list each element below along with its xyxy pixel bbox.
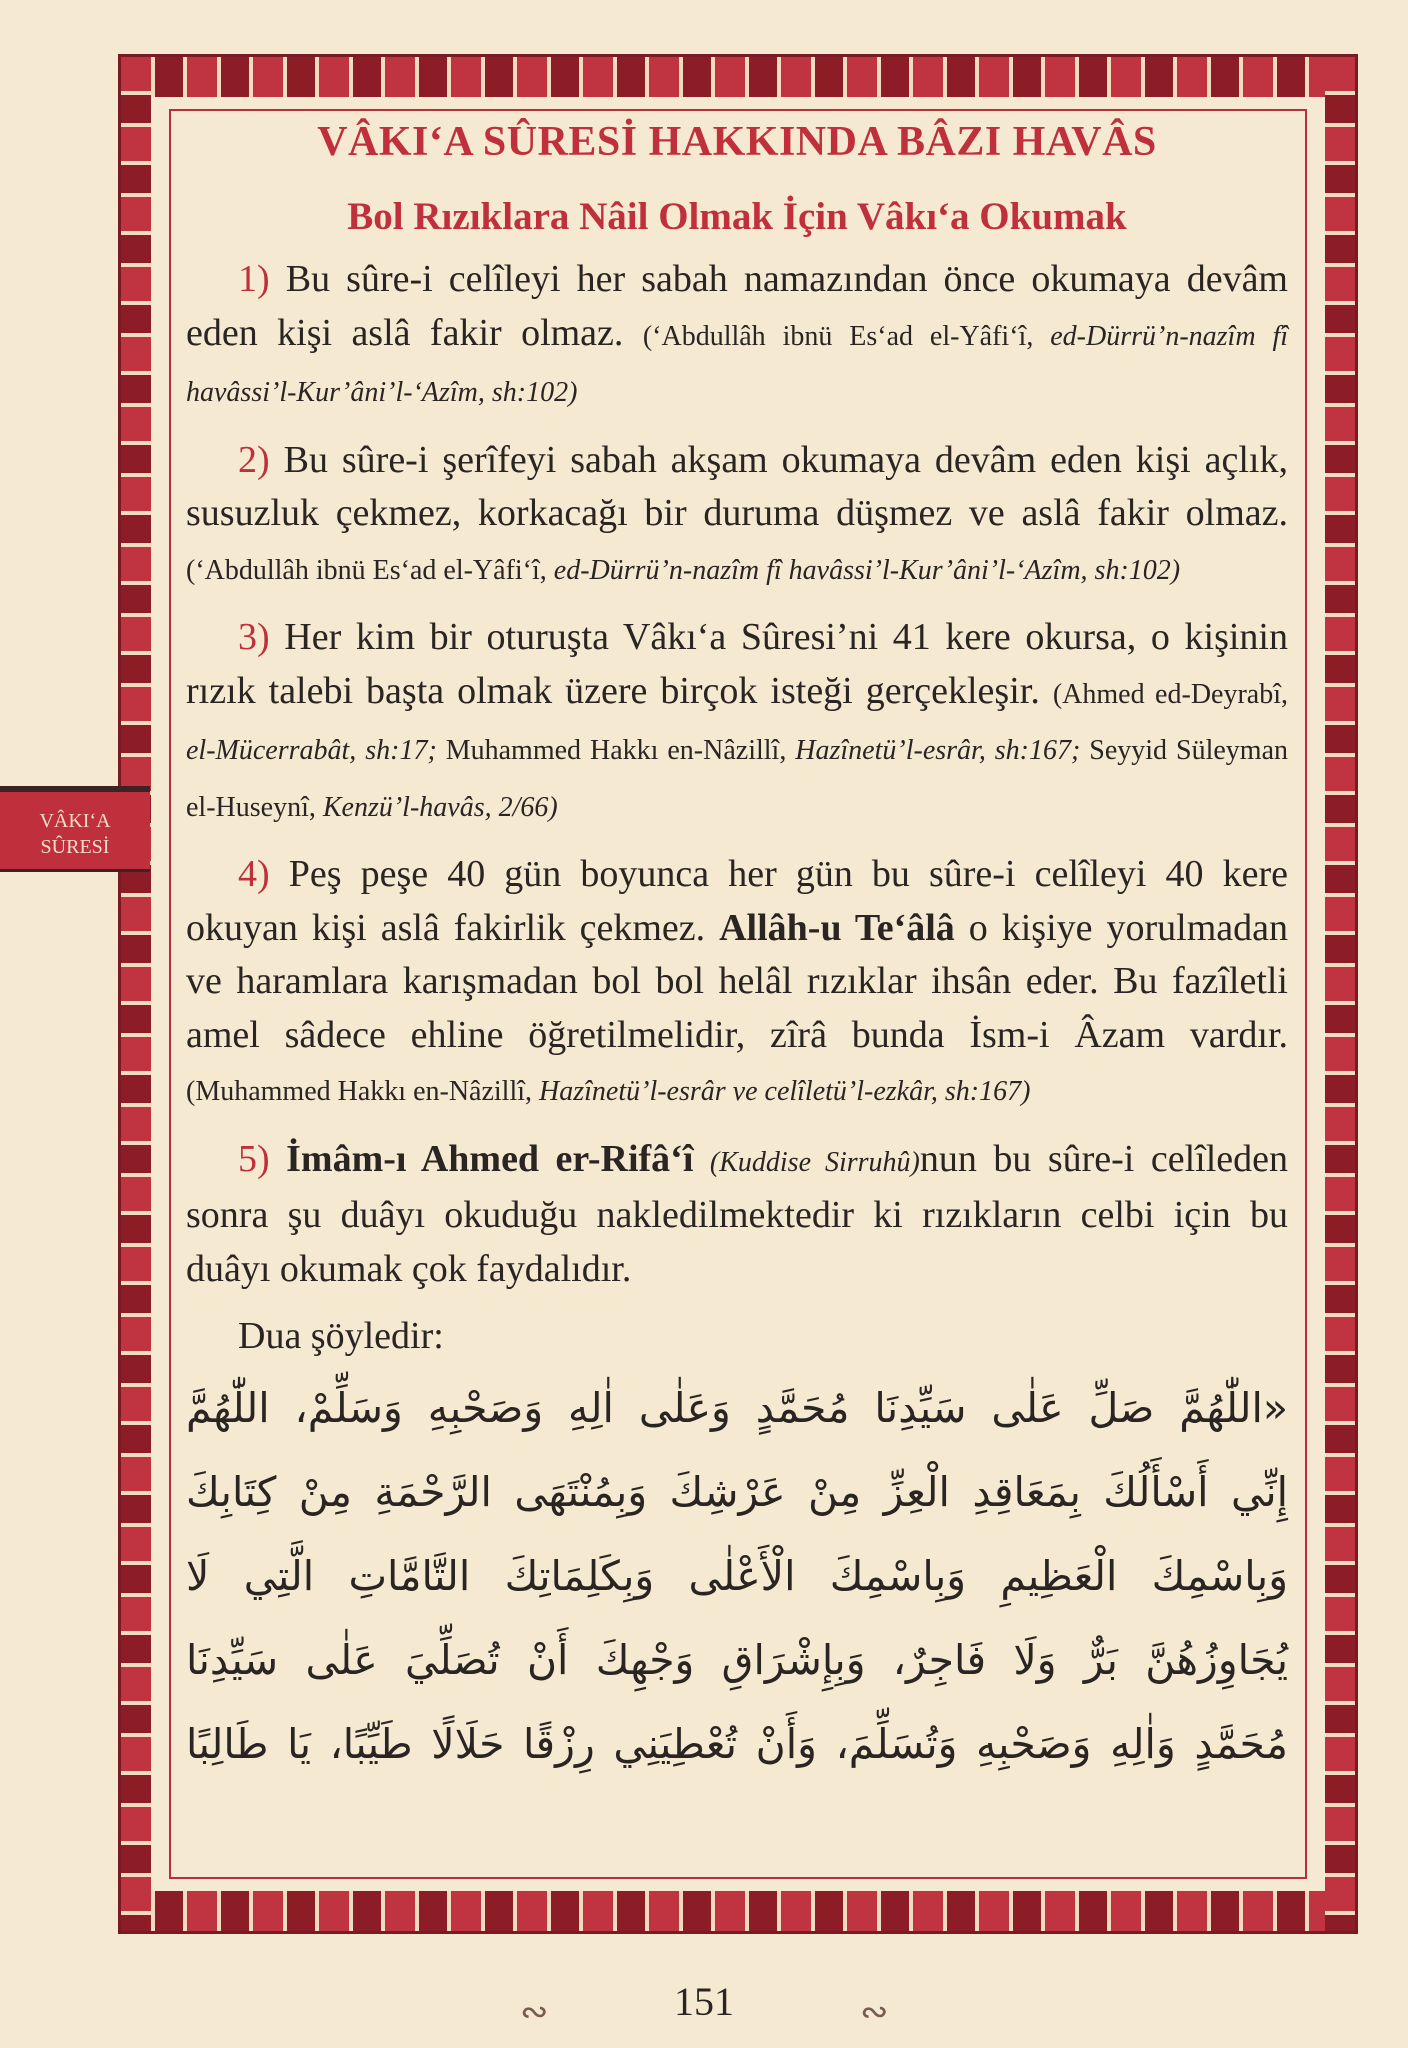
- item-text: Her kim bir oturuşta Vâkı‘a Sûresi’ni 41 kere okursa, o kişinin rızık talebi başta olmak üzere birçok isteği gerçekleşir.: [186, 616, 1288, 712]
- reference: (‘Abdullâh ibnü Es‘ad el-Yâfi‘î,: [642, 320, 1051, 352]
- reference-title: el-Mücerrabât, sh:17;: [186, 735, 437, 766]
- reference: Muhammed Hakkı en-Nâzillî,: [436, 735, 796, 766]
- flourish-ornament-left: ∾: [520, 1994, 549, 2031]
- section-subtitle: Bol Rızıklara Nâil Olmak İçin Vâkı‘a Okumak: [347, 195, 1127, 238]
- reference: Seyyid Süleyman el-Huseynî,: [186, 735, 1288, 823]
- arabic-line: «اللّٰهُمَّ صَلِّ عَلٰى سَيِّدِنَا مُحَمَّدٍ وَعَلٰى اٰلِهِ وَصَحْبِهِ وَسَلِّمْ، اللّٰهُمَّ: [186, 1384, 1288, 1432]
- item-bold-text: İmâm-ı Ahmed er-Rifâ‘î: [269, 1137, 710, 1180]
- item-4: [186, 848, 1288, 1119]
- item-number: 5): [238, 1137, 270, 1180]
- reference: (Muhammed Hakkı en-Nâzillî,: [186, 1076, 540, 1107]
- item-number: 4): [238, 853, 270, 895]
- item-text: Peş peşe 40 gün boyunca her gün bu sûre-i celîleyi 40 kere okuyan kişi aslâ fakirlik çekmez.: [186, 853, 1288, 949]
- arabic-line: يُجَاوِزُهُنَّ بَرٌّ وَلَا فَاجِرٌ، وَبِإِشْرَاقِ وَجْهِكَ أَنْ تُصَلِّيَ عَلٰى سَيِّدِنَا: [186, 1636, 1288, 1684]
- reference: (Ahmed ed-Deyrabî,: [1052, 678, 1288, 710]
- dua-intro: Dua şöyledir:: [238, 1315, 444, 1357]
- item-text: Bu sûre-i şerîfeyi sabah akşam okumaya devâm eden kişi açlık, susuzluk çekmez, korkacağı bir duruma düşmez ve aslâ fakir olmaz.: [186, 438, 1288, 534]
- item-bold-text: Allâh-u Te‘âlâ: [719, 906, 955, 949]
- reference-title: Hazînetü’l-esrâr ve celîletü’l-ezkâr, sh:167): [539, 1076, 1031, 1107]
- item-2: [186, 434, 1288, 598]
- item-1: [186, 253, 1288, 420]
- ornament-border-left: [121, 57, 151, 1931]
- reference-title: ed-Dürrü’n-nazîm fî havâssi’l-Kur’âni’l-‘Azîm, sh:102): [186, 320, 1289, 408]
- side-tab-line1: VÂKI‘A: [39, 810, 111, 832]
- item-text: nun bu sûre-i celîleden sonra şu duâyı okuduğu nakledilmektedir ki rızıkların celbi için bu duâyı okumak çok faydalıdır.: [186, 1137, 1288, 1290]
- arabic-line: إِنِّي أَسْأَلُكَ بِمَعَاقِدِ الْعِزِّ مِنْ عَرْشِكَ وَبِمُنْتَهَى الرَّحْمَةِ مِنْ كِتَابِكَ: [186, 1468, 1288, 1516]
- item-number: 3): [238, 616, 270, 658]
- ornament-border-right: [1325, 57, 1355, 1931]
- item-5: [186, 1133, 1288, 1297]
- arabic-line: مُحَمَّدٍ وَاٰلِهِ وَصَحْبِهِ وَتُسَلِّمَ، وَأَنْ تُعْطِيَنِي رِزْقًا حَلَالًا طَيِّبًا، يَا طَالِبًا: [186, 1720, 1288, 1768]
- arabic-line: وَبِاسْمِكَ الْعَظِيمِ وَبِاسْمِكَ الْأَعْلٰى وَبِكَلِمَاتِكَ التَّامَّاتِ الَّتِي لَا: [186, 1552, 1288, 1600]
- page-title: VÂKI‘A SÛRESİ HAKKINDA BÂZI HAVÂS: [317, 119, 1157, 165]
- reference-title: Kenzü’l-havâs, 2/66): [322, 791, 558, 823]
- reference: (‘Abdullâh ibnü Es‘ad el-Yâfi‘î,: [186, 554, 554, 586]
- flourish-ornament-right: ∾: [860, 1994, 889, 2031]
- reference-title: Hazînetü’l-esrâr, sh:167;: [795, 735, 1081, 766]
- arabic-prayer: [186, 1366, 1288, 1786]
- chapter-side-tab: [0, 786, 150, 872]
- item-number: 1): [238, 258, 270, 300]
- ornament-border-top: [121, 57, 1355, 97]
- page-content: [186, 118, 1288, 1786]
- side-tab-line2: SÛRESİ: [40, 836, 110, 858]
- item-text: o kişiye yorulmadan ve haramlara karışmadan bol bol helâl rızıklar ihsân eder. Bu fazîletli amel sâdece ehline öğretilmelidir, zîrâ bunda İsm-i Âzam vardır.: [186, 906, 1288, 1056]
- page-number: 151: [674, 1979, 734, 2024]
- ornament-border-bottom: [121, 1891, 1355, 1931]
- honorific-note: (Kuddise Sirruhû): [709, 1146, 920, 1178]
- item-3: [186, 611, 1288, 834]
- item-text: Bu sûre-i celîleyi her sabah namazından önce okumaya devâm eden kişi aslâ fakir olmaz.: [186, 258, 1288, 354]
- reference-title: ed-Dürrü’n-nazîm fî havâssi’l-Kur’âni’l-‘Azîm, sh:102): [553, 554, 1181, 586]
- item-number: 2): [238, 438, 270, 481]
